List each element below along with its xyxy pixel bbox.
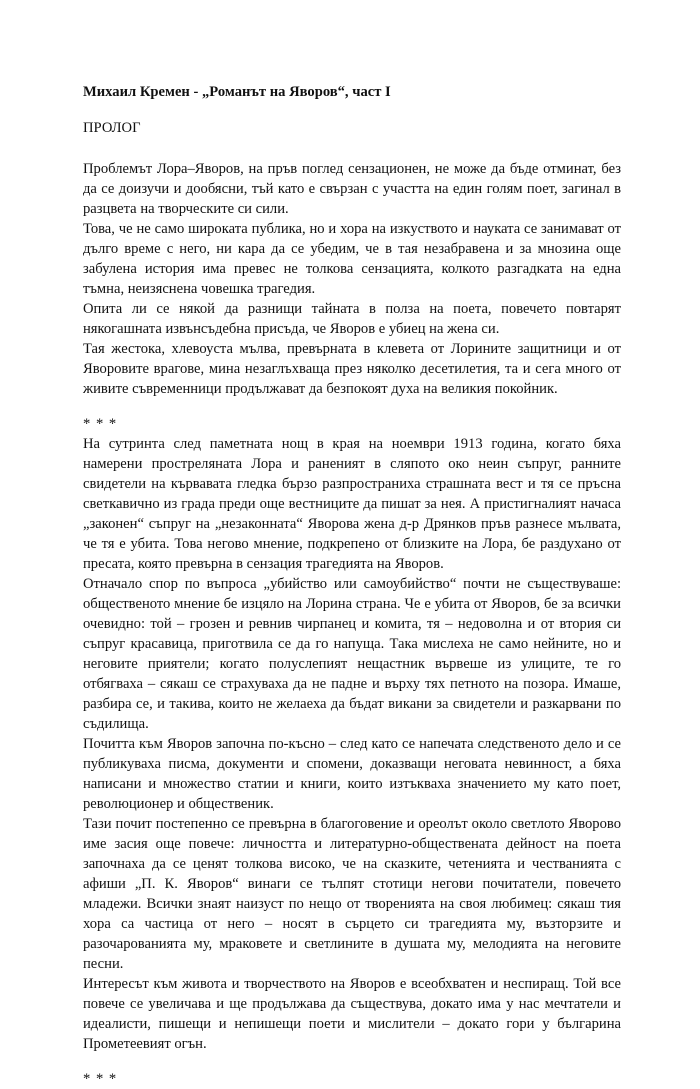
paragraph: Проблемът Лора–Яворов, на пръв поглед сензационен, не може да бъде отминат, без да се доизучи и дообясни, тъй като е свързан с участта на един голям поет, загинал в разцвета на творческите си сили. (83, 161, 621, 217)
paragraph: Интересът към живота и творчеството на Яворов е всеобхватен и неспиращ. Той все повече се увеличава и ще продължава да съществува, докато има у нас мечтатели и идеалисти, пишещи и непишещи поети и мислители – докато гори у българина Прометеевият огън. (83, 976, 621, 1052)
document-title: Михаил Кремен - „Романът на Яворов“, част I (83, 84, 391, 100)
paragraph: Почитта към Яворов започна по-късно – след като се напечата следственото дело и се публикуваха писма, документи и спомени, доказващи неговата невинност, а бяха написани и множество статии и книги, които изтъкваха значението му като поет, революционер и общественик. (83, 736, 621, 812)
section-separator: * * * (83, 416, 118, 432)
spacer (83, 1054, 621, 1069)
paragraph: Това, че не само широката публика, но и хора на изкуството и науката се занимават от дълго време с него, ни кара да се убедим, че в тая незабравена и за мнозина още забулена история има превес не толкова сензацията, колкото разгадката на една тъмна, неизяснена човешка трагедия. (83, 221, 621, 297)
section-separator: * * * (83, 1071, 118, 1087)
paragraph: Тая жестока, хлевоуста мълва, превърната в клевета от Лорините защитници и от Яворовите врагове, мина незаглъхваща през няколко десетилетия, та и сега много от живите съвременници продължават да безпокоят духа на великия покойник. (83, 341, 621, 397)
paragraph: Тази почит постепенно се превърна в благоговение и ореолът около светлото Яворово име засия още повече: личността и литературно-обществената дейност на поета започнаха да се ценят толкова високо, че на сказките, четенията и честванията с афиши „П. К. Яворов“ винаги се тълпят стотици негови почитатели, повечето младежи. Всички знаят наизуст по нещо от творенията на своя любимец: сякаш тия хора са частица от него – носят в сърцето си трагедията му, възторзите и разочарованията му, мраковете и светлините в душата му, мелодията на неговите песни. (83, 816, 621, 972)
paragraph: На сутринта след паметната нощ в края на ноември 1913 година, когато бяха намерени простреляната Лора и раненият в сляпото око неин съпруг, ранните свидетели на кървавата гледка бързо разпространиха страшната вест и тя се пръсна светкавично из града преди още вестниците да пишат за нея. А пристигналият начаса „законен“ съпруг на „незаконната“ Яворова жена д-р Дрянков пръв разнесе мълвата, че тя е убита. Това негово мнение, подкрепено от близките на Лора, бе раздухано от пресата, която превърна в сензация трагедията на Яворов. (83, 436, 621, 572)
document-body (83, 82, 621, 1089)
spacer (83, 399, 621, 414)
section-heading: ПРОЛОГ (83, 120, 141, 136)
paragraph: Отначало спор по въпроса „убийство или самоубийство“ почти не съществуваше: общественото мнение бе изцяло на Лорина страна. Че е убита от Яворов, бе за всички очевидно: той – грозен и ревнив чирпанец и комита, тя – недоволна и от втория си съпруг красавица, приготвила се да го напуща. Така мислеха не само нейните, но и неговите приятели; когато полуслепият нещастник вървеше из улиците, те го отбягваха – сякаш се страхуваха да не падне и върху тях петното на позора. Имаше, разбира се, и такива, които не желаеха да бъдат викани за свидетели и разкарвани по съдилища. (83, 576, 621, 732)
paragraph: Опита ли се някой да разнищи тайната в полза на поета, повечето повтарят някогашната извънсъдебна присъда, че Яворов е убиец на жена си. (83, 301, 621, 337)
